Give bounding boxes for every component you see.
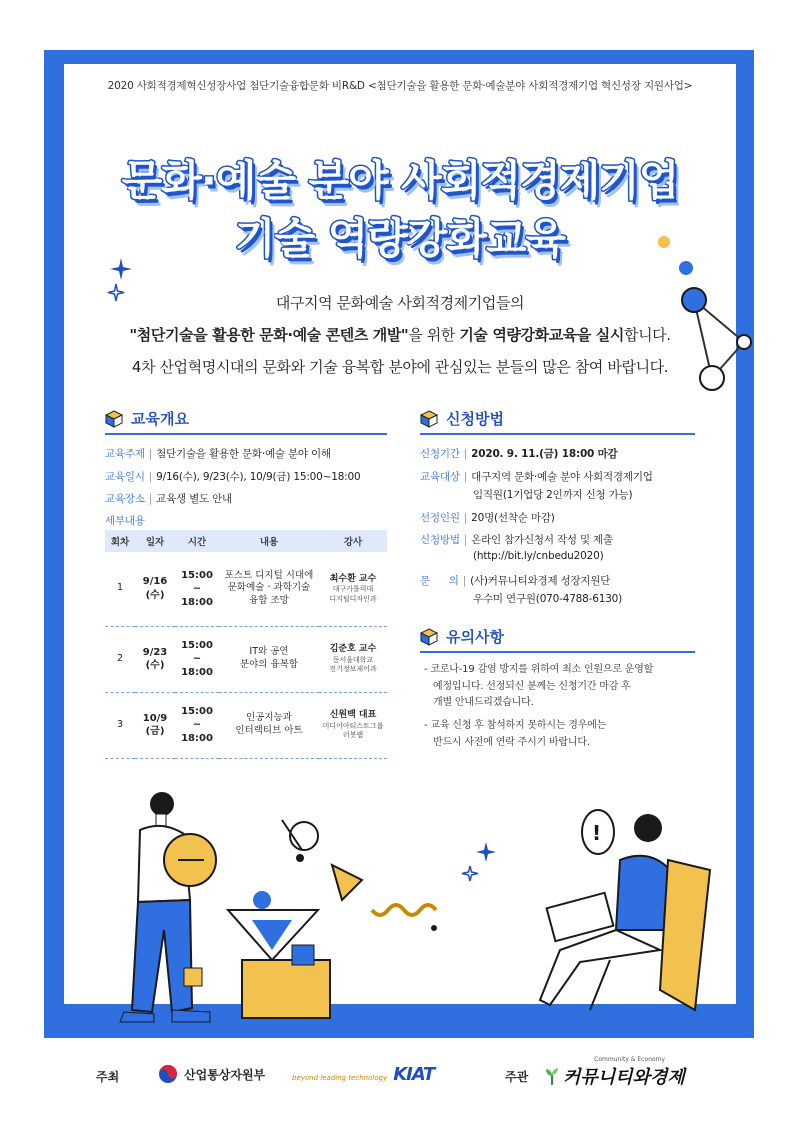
- col-header-lecturer: 강사: [319, 530, 387, 552]
- apply-rule: [420, 433, 695, 435]
- apply-period: 신청기간 | 2020. 9. 11.(금) 18:00 마감: [420, 448, 618, 460]
- intro-bold-b: 기술 역량강화교육을 실시: [459, 326, 624, 344]
- overview-detail-label: 세부내용: [105, 515, 145, 527]
- intro-mid: 을 위한: [408, 326, 460, 344]
- overview-subject: 교육주제 | 첨단기술을 활용한 문화·예술 분야 이해: [105, 448, 331, 460]
- main-title-line1: 문화·예술 분야 사회적경제기업: [121, 156, 679, 205]
- apply-method-link[interactable]: (http://bit.ly/cnbedu2020): [473, 550, 604, 562]
- overview-date: 교육일시 | 9/16(수), 9/23(수), 10/9(금) 15:00~18:00: [105, 471, 361, 483]
- table-row: 2 9/23 (수) 15:00 ~ 18:00 IT와 공연 분야의 융복합 김준호 교수 동서울대학교 전기정보제어과: [105, 626, 387, 692]
- svg-text:!: !: [592, 821, 602, 845]
- apply-target-2: 임직원(1기업당 2인까지 신청 가능): [473, 489, 633, 501]
- cube-icon: [420, 628, 438, 646]
- table-row: 3 10/9 (금) 15:00 ~ 18:00 인공지능과 인터랙티브 아트 신원백 대표 미디어아티스트그룹 러봇랩: [105, 692, 387, 758]
- col-header-time: 시간: [175, 530, 219, 552]
- program-line: 2020 사회적경제혁신성장사업 첨단기술융합문화 비R&D <첨단기술을 활용한 문화·예술분야 사회적경제기업 혁신성장 지원사업>: [107, 80, 693, 92]
- table-row: 1 9/16 (수) 15:00 ~ 18:00 포스트 디지털 시대에 문화예술 · 과학기술 융합 조망 최수환 교수 대구가톨릭대 디지털디자인과: [105, 552, 387, 626]
- apply-count: 선정인원 | 20명(선착순 마감): [420, 512, 555, 524]
- notice-heading-text: 유의사항: [446, 628, 504, 646]
- sparkle-icon: [458, 838, 498, 888]
- overview-place: 교육장소 | 교육생 별도 안내: [105, 493, 233, 505]
- intro-line2: [0, 324, 800, 345]
- geometric-shapes-illustration: [222, 810, 452, 1020]
- schedule-table: [105, 530, 387, 759]
- notice-heading: [420, 626, 504, 647]
- intro-line1: 대구지역 문화예술 사회적경제기업들의: [275, 294, 525, 312]
- col-header-date: 일자: [135, 530, 175, 552]
- intro-bold-a: "첨단기술을 활용한 문화·예술 콘텐츠 개발": [129, 326, 409, 344]
- overview-heading-text: 교육개요: [131, 410, 189, 428]
- ministry-logo: 산업통상자원부: [158, 1064, 265, 1084]
- notice-item-2: - 교육 신청 후 참석하지 못하시는 경우에는 반드시 사전에 연락 주시기 바랍니다.: [424, 720, 607, 748]
- woman-illustration: [520, 800, 720, 1030]
- overview-rule: [105, 433, 387, 435]
- main-title-line2: 기술 역량강화교육: [234, 214, 566, 263]
- cube-icon: [105, 410, 123, 428]
- cube-icon: [420, 410, 438, 428]
- schedule-header-row: [105, 530, 387, 552]
- apply-heading-text: 신청방법: [446, 410, 504, 428]
- kiat-logo: beyond leading technology KIAT: [292, 1064, 435, 1085]
- intro-end: 합니다.: [623, 326, 671, 344]
- apply-method: 신청방법 | 온라인 참가신청서 작성 및 제출: [420, 534, 613, 546]
- apply-contact-2: 우수미 연구원(070-4788-6130): [473, 593, 623, 605]
- overview-heading: [105, 408, 189, 429]
- apply-contact: 문 의 | (사)커뮤니티와경제 성장지원단: [420, 575, 611, 587]
- sprout-icon: [545, 1067, 559, 1085]
- notice-item-1: - 코로나-19 감염 방지를 위하여 최소 인원으로 운영할 예정입니다. 선정되신 분께는 신청기간 마감 후 개별 안내드리겠습니다.: [424, 664, 654, 708]
- apply-heading: [420, 408, 504, 429]
- col-header-no: 회차: [105, 530, 135, 552]
- host-label: 주최: [96, 1070, 120, 1084]
- col-header-content: 내용: [219, 530, 319, 552]
- apply-target: 교육대상 | 대구지역 문화·예술 분야 사회적경제기업: [420, 471, 653, 483]
- organizer-label: 주관: [505, 1070, 529, 1084]
- community-logo: Community & Economy 커뮤니티와경제: [545, 1056, 685, 1089]
- taegeuk-icon: [158, 1064, 178, 1084]
- notice-rule: [420, 651, 695, 653]
- intro-line3: 4차 산업혁명시대의 문화와 기술 융복합 분야에 관심있는 분들의 많은 참여 바랍니다.: [131, 358, 669, 376]
